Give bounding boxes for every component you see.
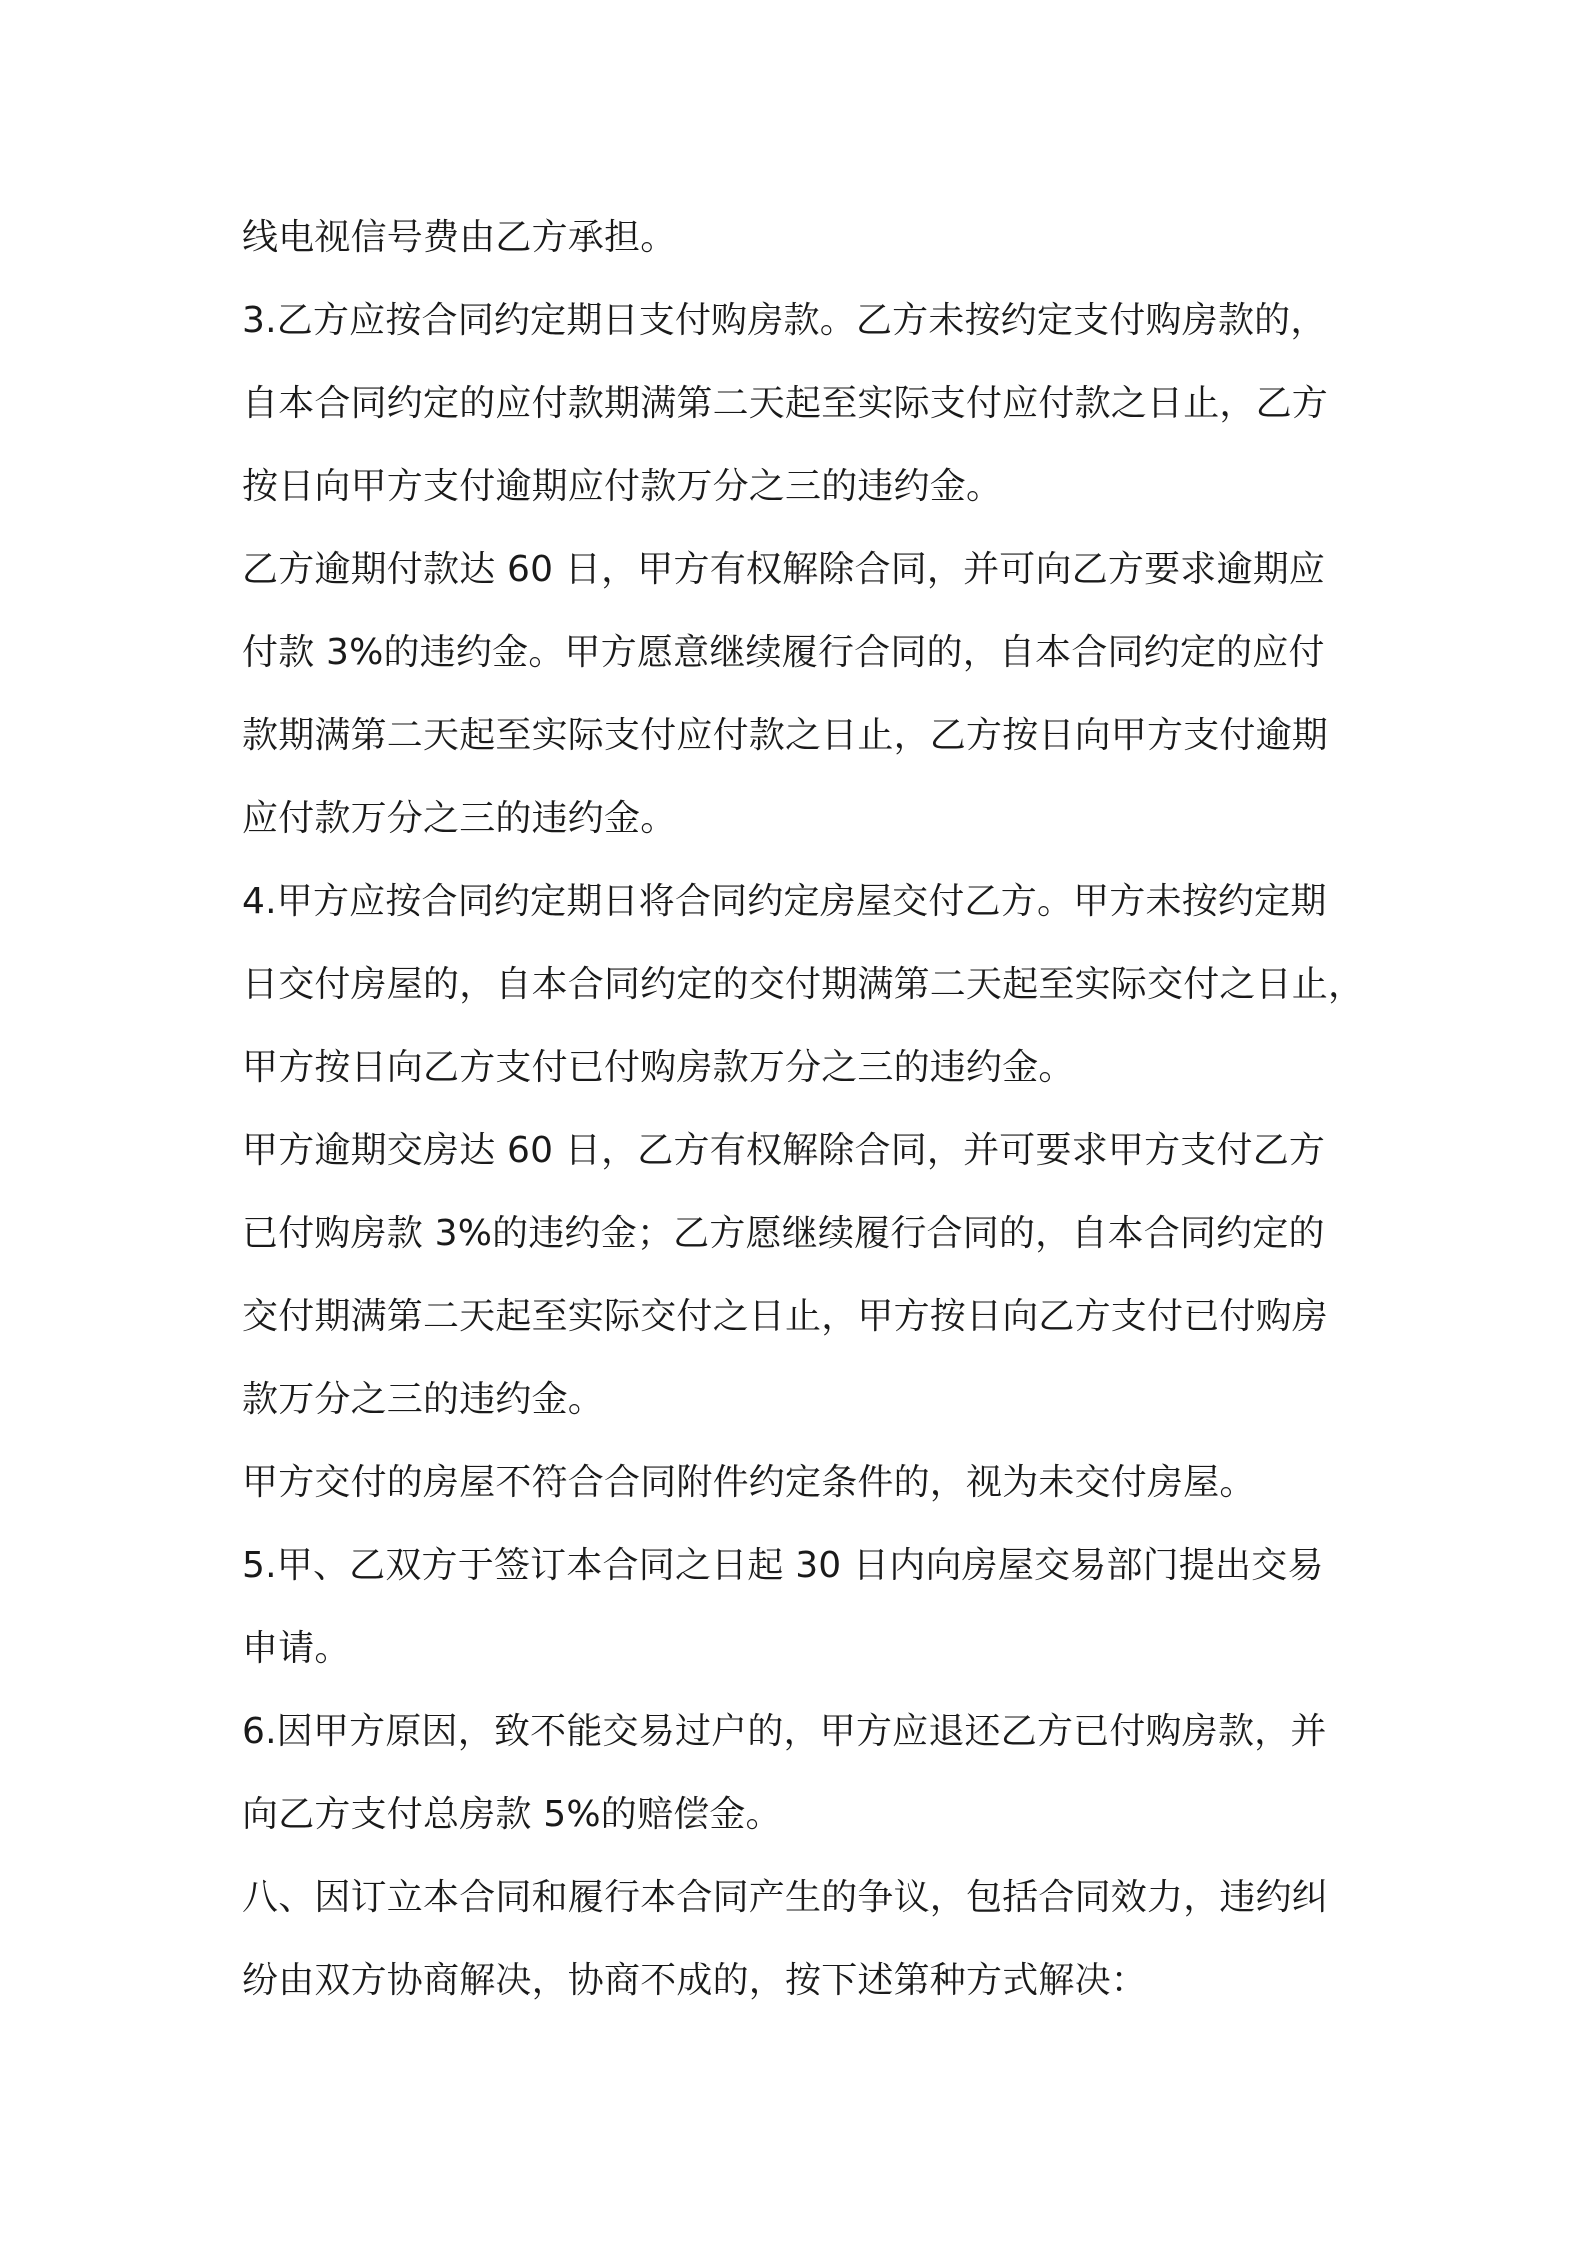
text-line: 应付款万分之三的违约金。 — [242, 798, 677, 839]
text-line: 乙方逾期付款达 60 日，甲方有权解除合同，并可向乙方要求逾期应 — [242, 549, 1326, 590]
text-line: 纷由双方协商解决，协商不成的，按下述第种方式解决： — [242, 1960, 1148, 2001]
text-line: 6.因甲方原因，致不能交易过户的，甲方应退还乙方已付购房款，并 — [242, 1711, 1327, 1752]
text-line: 3.乙方应按合同约定期日支付购房款。乙方未按约定支付购房款的， — [242, 300, 1327, 341]
text-line: 申请。 — [242, 1628, 351, 1669]
text-line: 向乙方支付总房款 5%的赔偿金。 — [242, 1794, 782, 1835]
text-line: 甲方交付的房屋不符合合同附件约定条件的，视为未交付房屋。 — [242, 1462, 1256, 1503]
text-line: 线电视信号费由乙方承担。 — [242, 217, 677, 258]
text-line: 5.甲、乙双方于签订本合同之日起 30 日内向房屋交易部门提出交易 — [242, 1545, 1324, 1586]
text-line: 付款 3%的违约金。甲方愿意继续履行合同的，自本合同约定的应付 — [242, 632, 1325, 673]
text-line: 甲方逾期交房达 60 日，乙方有权解除合同，并可要求甲方支付乙方 — [242, 1130, 1326, 1171]
text-line: 款万分之三的违约金。 — [242, 1379, 605, 1420]
text-line: 按日向甲方支付逾期应付款万分之三的违约金。 — [242, 466, 1003, 507]
text-line: 已付购房款 3%的违约金；乙方愿继续履行合同的，自本合同约定的 — [242, 1213, 1325, 1254]
text-line: 甲方按日向乙方支付已付购房款万分之三的违约金。 — [242, 1047, 1075, 1088]
text-line: 4.甲方应按合同约定期日将合同约定房屋交付乙方。甲方未按约定期 — [242, 881, 1327, 922]
text-line: 日交付房屋的，自本合同约定的交付期满第二天起至实际交付之日止， — [242, 964, 1365, 1005]
text-line: 款期满第二天起至实际支付应付款之日止，乙方按日向甲方支付逾期 — [242, 715, 1329, 756]
text-line: 八、因订立本合同和履行本合同产生的争议，包括合同效力，违约纠 — [242, 1877, 1329, 1918]
contract-text-body — [242, 196, 1365, 2022]
text-line: 交付期满第二天起至实际交付之日止，甲方按日向乙方支付已付购房 — [242, 1296, 1329, 1337]
text-line: 自本合同约定的应付款期满第二天起至实际支付应付款之日止，乙方 — [242, 383, 1329, 424]
